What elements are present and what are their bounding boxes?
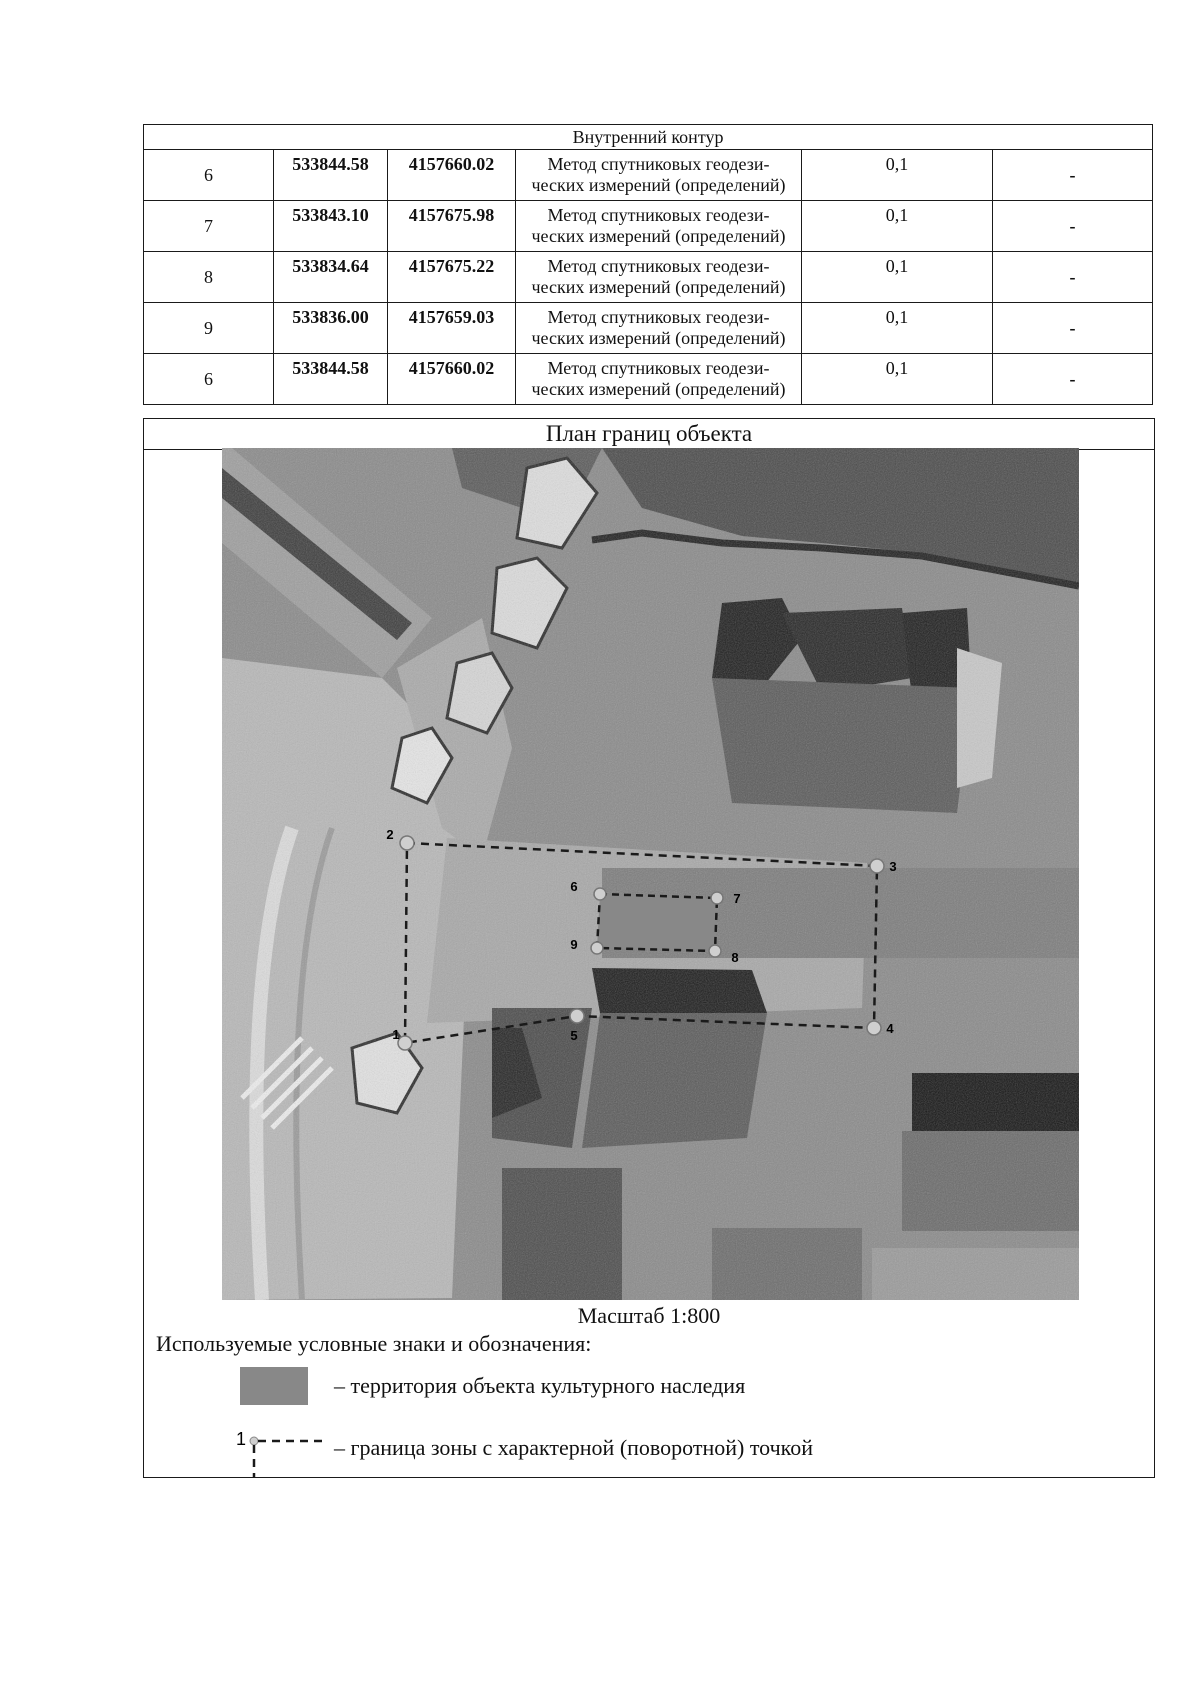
point-number: 7 [144,201,274,252]
point-number: 6 [144,150,274,201]
method-line-2: ческих измерений (определений) [531,328,786,348]
table-row [144,354,1153,405]
point-number: 6 [144,354,274,405]
method-line-1: Метод спутниковых геодези- [547,307,770,327]
method-line-2: ческих измерений (определений) [531,379,786,399]
point-label: 1 [392,1027,400,1042]
method-line-1: Метод спутниковых геодези- [547,154,770,174]
plan-frame [143,418,1155,1478]
method-cell [516,354,802,405]
accuracy: 0,1 [802,354,993,405]
coord-x: 533836.00 [274,303,388,354]
point-label: 5 [570,1028,578,1043]
note: - [993,150,1153,201]
point-label: 7 [733,891,741,906]
method-cell [516,150,802,201]
accuracy: 0,1 [802,201,993,252]
table-row [144,252,1153,303]
coord-x: 533843.10 [274,201,388,252]
point-label: 3 [889,859,897,874]
coord-x: 533844.58 [274,354,388,405]
legend-point-number: 1 [236,1429,247,1449]
photo-grain [222,448,1079,1300]
legend-boundary-symbol [230,1427,330,1477]
note: - [993,252,1153,303]
heritage-object-area [597,894,717,951]
coord-y: 4157660.02 [388,354,516,405]
point-label: 8 [731,950,739,965]
legend-boundary-label: – граница зоны с характерной (поворотной) точкой [334,1435,814,1460]
accuracy: 0,1 [802,150,993,201]
legend-heading: Используемые условные знаки и обозначения: [156,1331,592,1356]
note: - [993,354,1153,405]
coord-y: 4157675.22 [388,252,516,303]
coord-y: 4157659.03 [388,303,516,354]
note: - [993,303,1153,354]
method-line-2: ческих измерений (определений) [531,226,786,246]
coord-x: 533834.64 [274,252,388,303]
method-line-2: ческих измерений (определений) [531,277,786,297]
point-number: 8 [144,252,274,303]
point-number: 9 [144,303,274,354]
point-label: 4 [886,1021,894,1036]
legend-area-label: – территория объекта культурного наследия [334,1373,746,1398]
legend-area-swatch [240,1367,308,1405]
coordinates-table [143,124,1153,405]
map-scale: Масштаб 1:800 [577,1303,721,1328]
point-label: 9 [570,937,578,952]
coord-y: 4157675.98 [388,201,516,252]
accuracy: 0,1 [802,252,993,303]
table-row [144,303,1153,354]
method-line-1: Метод спутниковых геодези- [547,358,770,378]
coord-y: 4157660.02 [388,150,516,201]
method-cell [516,252,802,303]
plan-title: План границ объекта [144,419,1154,450]
method-line-1: Метод спутниковых геодези- [547,205,770,225]
method-cell [516,201,802,252]
point-label: 2 [386,827,394,842]
coord-x: 533844.58 [274,150,388,201]
point-label: 6 [570,879,578,894]
accuracy: 0,1 [802,303,993,354]
site-plan-map [222,448,1079,1300]
method-cell [516,303,802,354]
method-line-2: ческих измерений (определений) [531,175,786,195]
table-caption: Внутренний контур [144,125,1153,150]
table-row [144,201,1153,252]
note: - [993,201,1153,252]
method-line-1: Метод спутниковых геодези- [547,256,770,276]
table-row [144,150,1153,201]
